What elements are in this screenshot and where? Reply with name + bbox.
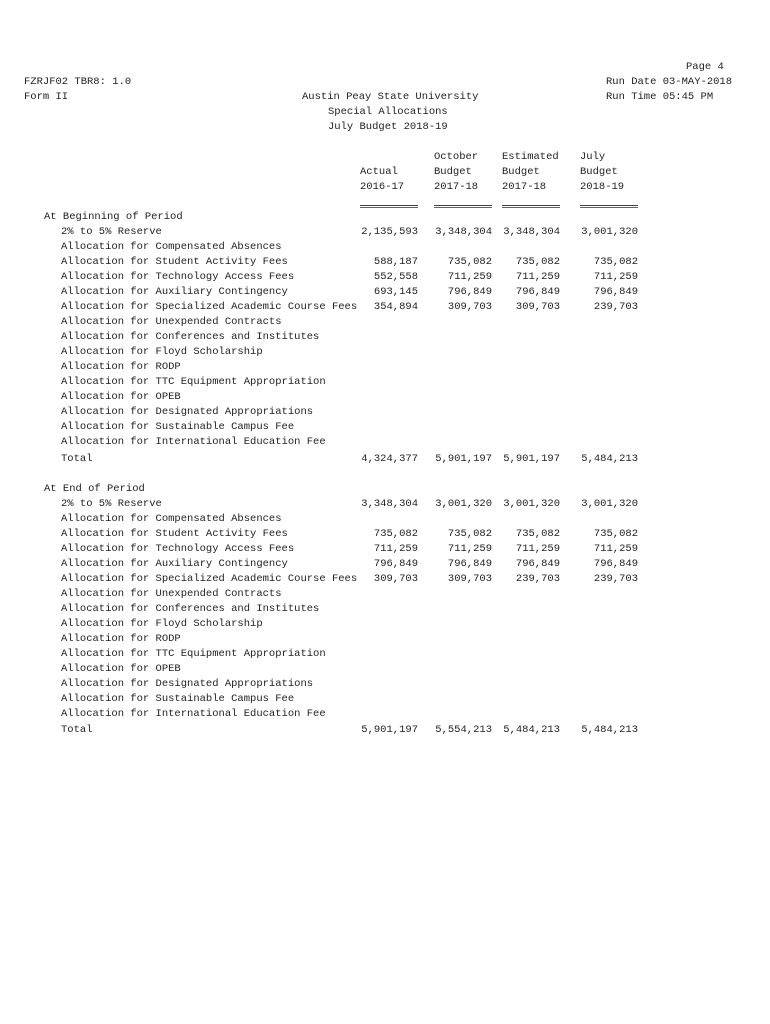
cell-july: 735,082	[593, 256, 638, 268]
column-header-line2: Budget	[580, 166, 618, 178]
column-rule	[502, 207, 560, 208]
column-rule	[580, 207, 638, 208]
cell-october: 711,259	[447, 271, 492, 283]
cell-july: 239,703	[593, 573, 638, 585]
section-title: At Beginning of Period	[44, 211, 183, 223]
column-header-line3: 2018-19	[580, 181, 625, 193]
total-estimated: 5,901,197	[503, 453, 560, 465]
total-estimated: 5,484,213	[503, 724, 560, 736]
cell-actual: 735,082	[373, 528, 418, 540]
cell-july: 796,849	[593, 286, 638, 298]
row-label: Allocation for International Education Fee	[61, 708, 326, 720]
cell-estimated: 239,703	[515, 573, 560, 585]
cell-october: 796,849	[447, 558, 492, 570]
row-label: Allocation for Compensated Absences	[61, 513, 282, 525]
row-label: Allocation for Sustainable Campus Fee	[61, 421, 295, 433]
cell-july: 239,703	[593, 301, 638, 313]
run-time: Run Time 05:45 PM	[606, 91, 714, 103]
cell-october: 309,703	[447, 301, 492, 313]
column-header-line3: 2017-18	[434, 181, 479, 193]
cell-actual: 309,703	[373, 573, 418, 585]
total-actual: 4,324,377	[361, 453, 418, 465]
cell-estimated: 3,001,320	[503, 498, 560, 510]
cell-estimated: 711,259	[515, 543, 560, 555]
column-rule	[434, 205, 492, 206]
total-label: Total	[61, 453, 93, 465]
row-label: Allocation for International Education Fee	[61, 436, 326, 448]
cell-actual: 711,259	[373, 543, 418, 555]
page-number: Page 4	[686, 61, 724, 73]
cell-actual: 588,187	[373, 256, 418, 268]
report-title: Special Allocations	[328, 106, 448, 118]
cell-estimated: 796,849	[515, 558, 560, 570]
cell-actual: 796,849	[373, 558, 418, 570]
cell-estimated: 711,259	[515, 271, 560, 283]
column-header-line3: 2017-18	[502, 181, 547, 193]
cell-october: 711,259	[447, 543, 492, 555]
cell-july: 711,259	[593, 271, 638, 283]
cell-october: 796,849	[447, 286, 492, 298]
column-header-line2: Budget	[502, 166, 540, 178]
row-label: Allocation for Sustainable Campus Fee	[61, 693, 295, 705]
row-label: Allocation for Student Activity Fees	[61, 528, 288, 540]
column-header-line1: July	[580, 151, 606, 163]
cell-estimated: 309,703	[515, 301, 560, 313]
cell-actual: 2,135,593	[361, 226, 418, 238]
cell-estimated: 796,849	[515, 286, 560, 298]
cell-october: 735,082	[447, 528, 492, 540]
row-label: Allocation for Floyd Scholarship	[61, 346, 263, 358]
total-october: 5,554,213	[435, 724, 492, 736]
row-label: Allocation for Technology Access Fees	[61, 543, 295, 555]
cell-october: 735,082	[447, 256, 492, 268]
row-label: Allocation for Unexpended Contracts	[61, 316, 282, 328]
row-label: Allocation for Designated Appropriations	[61, 406, 314, 418]
cell-july: 796,849	[593, 558, 638, 570]
cell-estimated: 735,082	[515, 256, 560, 268]
row-label: Allocation for Conferences and Institutes	[61, 331, 320, 343]
cell-october: 309,703	[447, 573, 492, 585]
row-label: Allocation for Auxiliary Contingency	[61, 558, 288, 570]
row-label: Allocation for RODP	[61, 361, 181, 373]
row-label: 2% to 5% Reserve	[61, 226, 162, 238]
total-label: Total	[61, 724, 93, 736]
column-header-line2: Budget	[434, 166, 472, 178]
row-label: Allocation for Floyd Scholarship	[61, 618, 263, 630]
total-october: 5,901,197	[435, 453, 492, 465]
report-subtitle: July Budget 2018-19	[328, 121, 448, 133]
cell-july: 711,259	[593, 543, 638, 555]
row-label: Allocation for Auxiliary Contingency	[61, 286, 288, 298]
row-label: Allocation for RODP	[61, 633, 181, 645]
column-header-line1: Estimated	[502, 151, 559, 163]
row-label: Allocation for Student Activity Fees	[61, 256, 288, 268]
cell-estimated: 735,082	[515, 528, 560, 540]
row-label: Allocation for TTC Equipment Appropriation	[61, 376, 326, 388]
column-rule	[360, 205, 418, 206]
run-date: Run Date 03-MAY-2018	[606, 76, 733, 88]
total-july: 5,484,213	[581, 453, 638, 465]
column-rule	[502, 205, 560, 206]
column-rule	[360, 207, 418, 208]
cell-actual: 354,894	[373, 301, 418, 313]
column-header-line2: Actual	[360, 166, 398, 178]
row-label: Allocation for Designated Appropriations	[61, 678, 314, 690]
cell-actual: 3,348,304	[361, 498, 418, 510]
cell-july: 735,082	[593, 528, 638, 540]
cell-october: 3,348,304	[435, 226, 492, 238]
row-label: Allocation for TTC Equipment Appropriation	[61, 648, 326, 660]
section-title: At End of Period	[44, 483, 145, 495]
cell-actual: 693,145	[373, 286, 418, 298]
cell-july: 3,001,320	[581, 226, 638, 238]
column-rule	[580, 205, 638, 206]
form-label: Form II	[24, 91, 69, 103]
row-label: Allocation for Specialized Academic Course Fees	[61, 301, 358, 313]
total-july: 5,484,213	[581, 724, 638, 736]
row-label: Allocation for Compensated Absences	[61, 241, 282, 253]
row-label: Allocation for OPEB	[61, 663, 181, 675]
total-actual: 5,901,197	[361, 724, 418, 736]
row-label: Allocation for Technology Access Fees	[61, 271, 295, 283]
row-label: Allocation for Specialized Academic Course Fees	[61, 573, 358, 585]
cell-actual: 552,558	[373, 271, 418, 283]
row-label: 2% to 5% Reserve	[61, 498, 162, 510]
row-label: Allocation for Conferences and Institutes	[61, 603, 320, 615]
cell-july: 3,001,320	[581, 498, 638, 510]
institution-name: Austin Peay State University	[302, 91, 479, 103]
column-rule	[434, 207, 492, 208]
row-label: Allocation for OPEB	[61, 391, 181, 403]
row-label: Allocation for Unexpended Contracts	[61, 588, 282, 600]
column-header-line1: October	[434, 151, 479, 163]
cell-estimated: 3,348,304	[503, 226, 560, 238]
report-id: FZRJF02 TBR8: 1.0	[24, 76, 132, 88]
column-header-line3: 2016-17	[360, 181, 405, 193]
cell-october: 3,001,320	[435, 498, 492, 510]
